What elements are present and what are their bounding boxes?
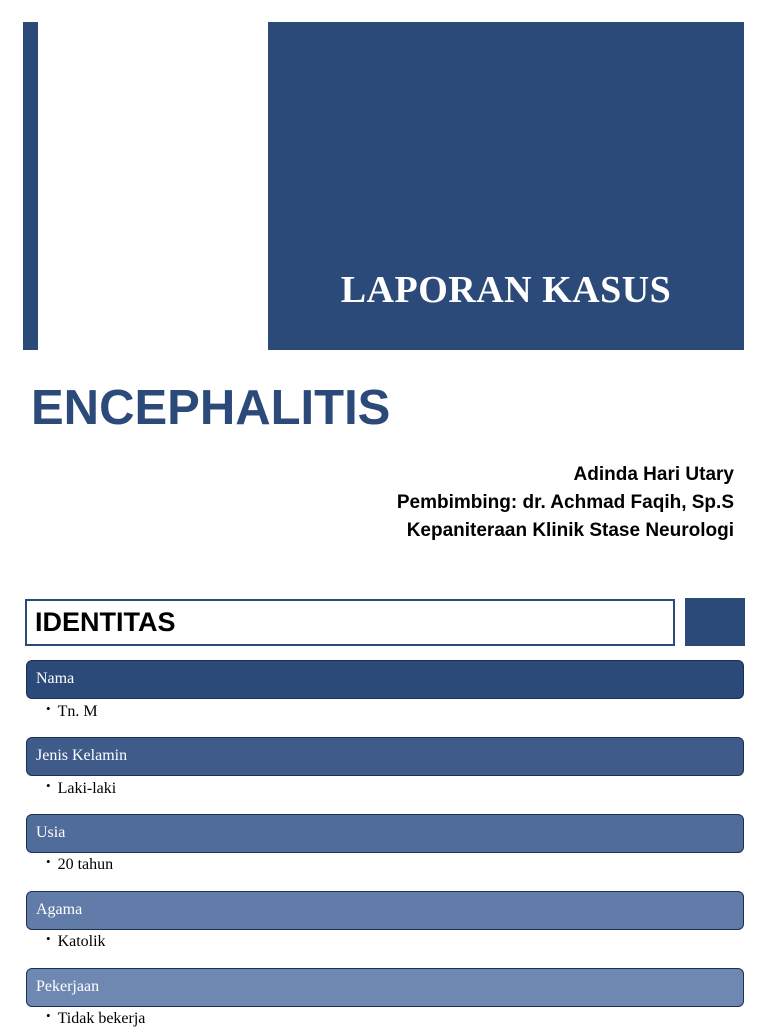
field-value-text: Katolik — [57, 933, 106, 950]
field-bar-usia — [26, 814, 744, 853]
section-title: IDENTITAS — [35, 607, 176, 637]
author-block — [397, 461, 734, 545]
field-value-text: Tn. M — [57, 703, 98, 720]
bullet-icon: • — [46, 778, 51, 793]
section-accent-square — [685, 598, 745, 646]
field-label: Usia — [36, 824, 66, 841]
banner-title: LAPORAN KASUS — [340, 269, 672, 311]
bullet-icon: • — [46, 1008, 51, 1023]
bullet-icon: • — [46, 854, 51, 869]
field-value-pekerjaan — [46, 1010, 145, 1028]
section-header — [25, 599, 675, 646]
field-value-text: 20 tahun — [57, 856, 114, 873]
author-name: Adinda Hari Utary — [573, 464, 734, 485]
field-value-usia — [46, 856, 113, 874]
field-value-jenis-kelamin — [46, 780, 116, 798]
field-label: Jenis Kelamin — [36, 747, 128, 764]
field-bar-pekerjaan — [26, 968, 744, 1007]
field-label: Agama — [36, 901, 83, 918]
program-line: Kepaniteraan Klinik Stase Neurologi — [406, 520, 734, 541]
field-value-text: Tidak bekerja — [57, 1010, 146, 1027]
field-label: Pekerjaan — [36, 978, 100, 995]
field-value-nama — [46, 703, 98, 721]
field-value-agama — [46, 933, 106, 951]
field-bar-nama — [26, 660, 744, 699]
field-bar-agama — [26, 891, 744, 930]
bullet-icon: • — [46, 701, 51, 716]
field-label: Nama — [36, 670, 75, 687]
field-value-text: Laki-laki — [57, 780, 117, 797]
supervisor-line: Pembimbing: dr. Achmad Faqih, Sp.S — [396, 492, 734, 513]
page-title: ENCEPHALITIS — [31, 381, 391, 435]
left-accent-bar — [23, 22, 38, 350]
field-bar-jenis-kelamin — [26, 737, 744, 776]
bullet-icon: • — [46, 931, 51, 946]
title-banner — [268, 22, 744, 350]
